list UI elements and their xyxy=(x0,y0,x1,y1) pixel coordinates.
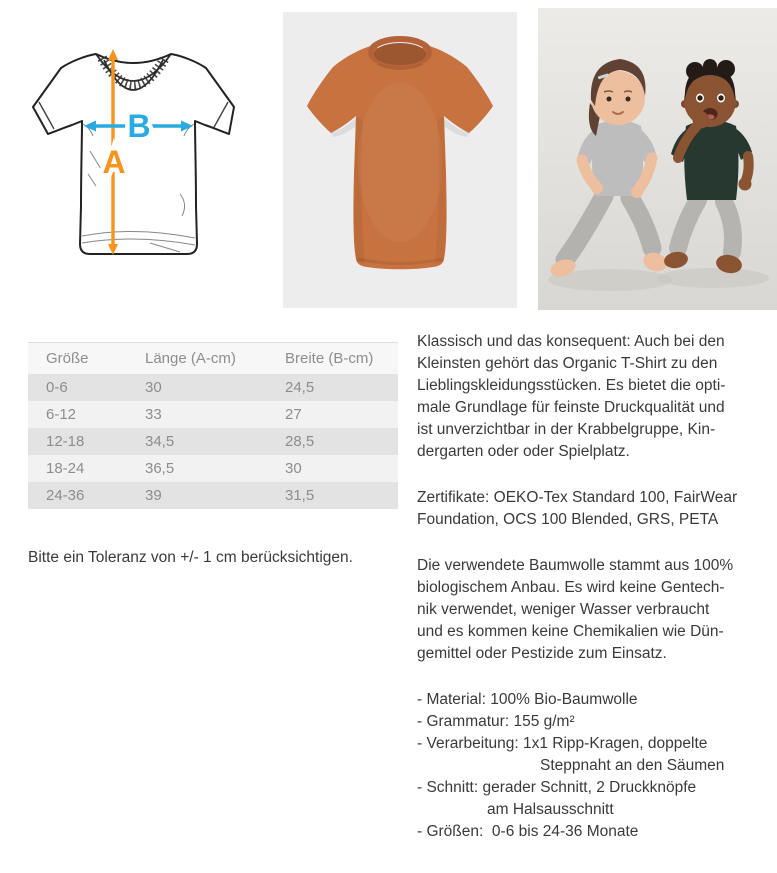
text-line: - Material: 100% Bio-Baumwolle xyxy=(417,691,638,708)
orange-tshirt-graphic xyxy=(283,12,517,308)
size-diagram-image xyxy=(30,46,242,268)
text-line: - Schnitt: gerader Schnitt, 2 Druckknöpfe xyxy=(417,779,697,796)
text-line: - Verarbeitung: 1x1 Ripp-Kragen, doppelte xyxy=(417,735,708,752)
tshirt-measurement-graphic xyxy=(30,46,242,268)
babies-photo-graphic xyxy=(538,8,777,310)
tolerance-note: Bitte ein Toleranz von +/- 1 cm berücksichtigen. xyxy=(28,549,353,566)
table-cell: 18-24 xyxy=(28,455,145,482)
text-line: Steppnaht an den Säumen xyxy=(540,757,725,774)
product-description-text xyxy=(417,331,777,843)
lifestyle-photo-two-babies xyxy=(538,8,777,310)
table-row xyxy=(28,428,398,455)
cotton-paragraph xyxy=(417,555,777,665)
text-line: - Grammatur: 155 g/m² xyxy=(417,713,575,730)
table-cell: 31,5 xyxy=(285,482,398,509)
table-cell: 39 xyxy=(145,482,285,509)
table-cell: 12-18 xyxy=(28,428,145,455)
certificates-paragraph xyxy=(417,487,777,531)
table-cell: 30 xyxy=(145,374,285,401)
table-cell: 34,5 xyxy=(145,428,285,455)
size-table-header-0: Größe xyxy=(28,343,145,375)
table-row xyxy=(28,374,398,401)
text-line: biologischem Anbau. Es wird keine Gentech- xyxy=(417,579,725,596)
text-line: nik verwendet, weniger Wasser verbraucht xyxy=(417,601,710,618)
size-table-header-1: Länge (A-cm) xyxy=(145,343,285,375)
text-line: dergarten oder oder Spielplatz. xyxy=(417,443,630,460)
text-line: Klassisch und das konsequent: Auch bei den xyxy=(417,333,725,350)
label-b: B xyxy=(127,108,151,144)
text-line: Kleinsten gehört das Organic T-Shirt zu den xyxy=(417,355,718,372)
table-cell: 27 xyxy=(285,401,398,428)
text-line: und es kommen keine Chemikalien wie Dün- xyxy=(417,623,724,640)
table-cell: 28,5 xyxy=(285,428,398,455)
table-cell: 24,5 xyxy=(285,374,398,401)
text-line: Zertifikate: OEKO-Tex Standard 100, FairWear xyxy=(417,489,738,506)
text-line: Foundation, OCS 100 Blended, GRS, PETA xyxy=(417,511,719,528)
table-cell: 33 xyxy=(145,401,285,428)
table-row xyxy=(28,455,398,482)
label-a: A xyxy=(102,144,126,180)
size-table xyxy=(28,342,398,509)
table-cell: 36,5 xyxy=(145,455,285,482)
table-row xyxy=(28,401,398,428)
text-line: ist unverzichtbar in der Krabbelgruppe, Kin- xyxy=(417,421,716,438)
size-table-header-row xyxy=(28,343,398,375)
tshirt-outline xyxy=(33,54,234,254)
table-row xyxy=(28,482,398,509)
table-cell: 6-12 xyxy=(28,401,145,428)
collar-hole xyxy=(374,43,426,65)
specs-list xyxy=(417,689,777,843)
table-cell: 24-36 xyxy=(28,482,145,509)
text-line: Lieblingskleidungsstücken. Es bietet die opti- xyxy=(417,377,726,394)
text-line: am Halsausschnitt xyxy=(487,801,614,818)
text-line: gemittel oder Pestizide zum Einsatz. xyxy=(417,645,667,662)
text-line: male Grundlage für feinste Druckqualität und xyxy=(417,399,725,416)
text-line: Die verwendete Baumwolle stammt aus 100% xyxy=(417,557,734,574)
product-photo-orange-tshirt xyxy=(283,12,517,308)
table-cell: 0-6 xyxy=(28,374,145,401)
text-line: - Größen: 0-6 bis 24-36 Monate xyxy=(417,823,639,840)
size-table-header-2: Breite (B-cm) xyxy=(285,343,398,375)
table-cell: 30 xyxy=(285,455,398,482)
intro-paragraph xyxy=(417,331,777,463)
